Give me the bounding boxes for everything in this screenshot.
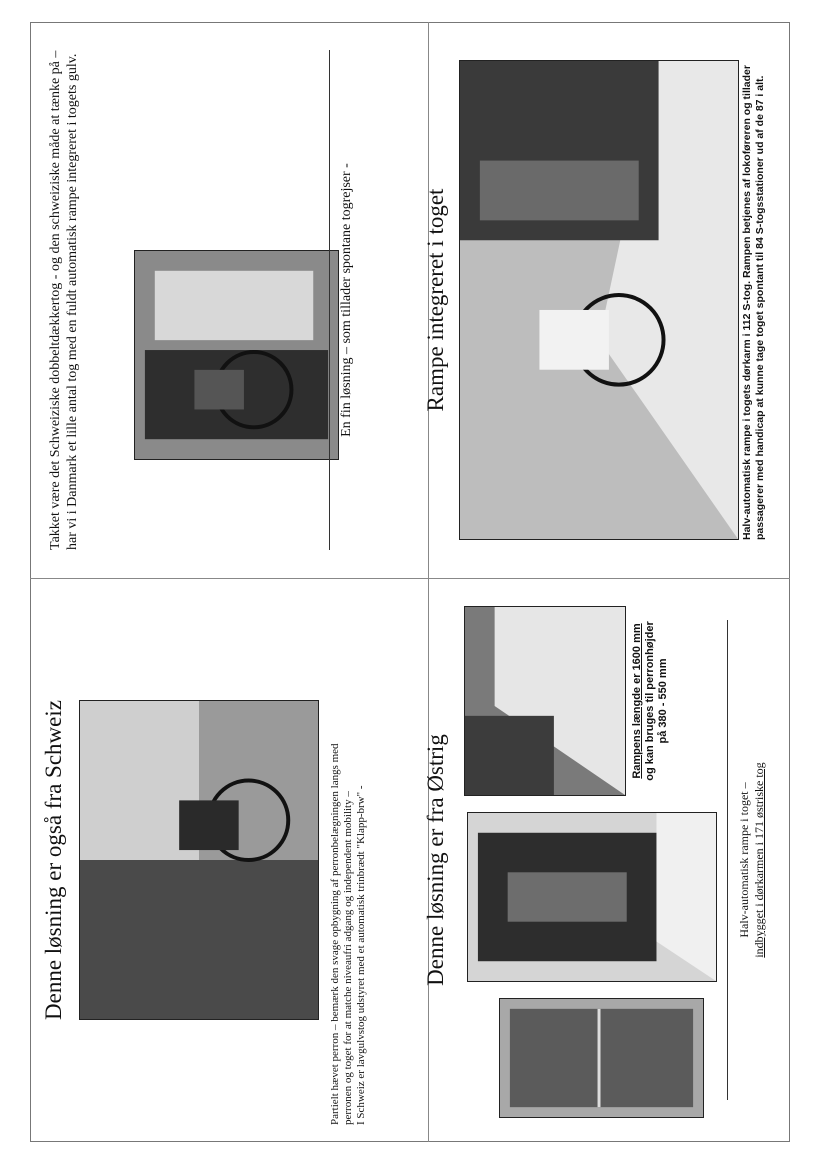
intro-text: Takket være det Schweiziske dobbeltdækkertog - og den schweiziske måde at tænke på – har vi i Danmark et lille antal tog med en fuldt automatisk rampe integreret i togets gulv.	[48, 50, 80, 550]
spec-line-2: og kan bruges til perronhøjder	[644, 621, 656, 781]
photo-ramp-deployed	[464, 606, 626, 796]
slide-title: Denne løsning er fra Østrig	[423, 734, 448, 986]
bottom-rule	[329, 50, 330, 550]
bottom-caption	[737, 590, 767, 1130]
bottom-text: En fin løsning – som tillader spontane togrejser -	[339, 163, 354, 437]
slide-caption: Halv-automatisk rampe i togets dørkarm i 112 S-tog. Rampen betjenes af lokoføreren og tillader passagerer med handicap at kunne tage toget spontant til 84 S-togsstationer ud af de 87 i alt.	[741, 65, 766, 540]
bottom-rule	[727, 620, 728, 1100]
spec-line-3: på 380 - 550 mm	[657, 658, 669, 744]
slide-integrated-ramp	[419, 30, 799, 570]
photo-wheelchair-in-train	[134, 250, 339, 460]
slide-title: Denne løsning er også fra Schweiz	[41, 700, 66, 1020]
slide-caption	[329, 595, 368, 1125]
photo-wheelchair-boarding	[79, 700, 319, 1020]
slide-austria-solution	[419, 590, 799, 1130]
bottom-line-2: indbygget i dørkarmen i 171 østriske tog	[752, 762, 766, 958]
photo-ramp-in-door	[459, 60, 739, 540]
caption-line-3: I Schweiz er lavgulvstog udstyret med et automatisk trinbrædt "Klapp-brw" -	[355, 785, 367, 1125]
caption-line-1: Partielt hævet perron – bemærk den svage opbygning af perronbelægningen langs med	[329, 743, 341, 1125]
caption-line-2: perronen og toget for at matche niveaufri adgang og independent mobility –	[342, 791, 354, 1125]
slide-title: Rampe integreret i toget	[423, 188, 448, 412]
slide-swiss-solution	[39, 590, 419, 1130]
photo-person-at-door	[467, 812, 717, 982]
horizontal-divider	[30, 578, 790, 579]
photo-ramp-side-view	[499, 998, 704, 1118]
slide-swiss-intro	[39, 30, 419, 570]
spec-line-1: Rampens længde er 1600 mm	[631, 623, 643, 779]
ramp-spec	[631, 606, 670, 796]
bottom-line-1: Halv-automatisk rampe i toget –	[737, 782, 751, 938]
